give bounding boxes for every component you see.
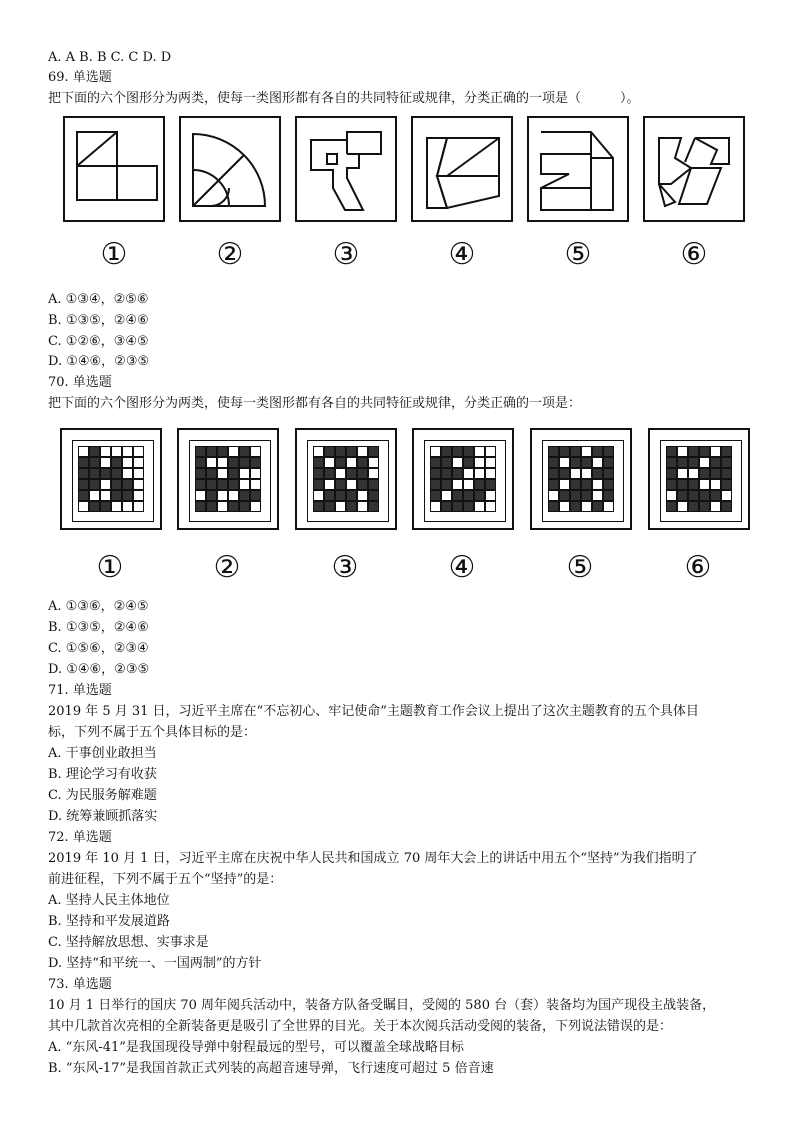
grid-cell (112, 447, 122, 457)
q72-option-c[interactable]: C. 坚持解放思想、实事求是 (48, 935, 209, 950)
grid-cell (464, 447, 474, 457)
grid-cell (325, 469, 335, 479)
grid-cell (475, 458, 485, 468)
q70-label-3: ③ (331, 550, 359, 585)
grid-cell (101, 480, 111, 490)
grid-cell (229, 480, 239, 490)
q70-label-5: ⑤ (566, 550, 594, 585)
grid-cell (358, 480, 368, 490)
grid-cell (229, 491, 239, 501)
q71-header: 71. 单选题 (48, 683, 112, 698)
grid-cell (314, 480, 324, 490)
grid-cell (196, 502, 206, 512)
q69-figure-6 (643, 116, 745, 222)
grid-cell (486, 480, 496, 490)
grid-cell (196, 469, 206, 479)
q70-figure-3 (295, 428, 397, 530)
grid-cell (240, 458, 250, 468)
grid-cell (604, 491, 614, 501)
q69-stem: 把下面的六个图形分为两类，使每一类图形都有各自的共同特征或规律，分类正确的一项是（ ）。 (48, 91, 640, 106)
q70-option-d[interactable]: D. ①④⑥，②③⑤ (48, 662, 150, 677)
grid-cell (604, 502, 614, 512)
q69-option-d[interactable]: D. ①④⑥，②③⑤ (48, 354, 150, 369)
grid-cell (218, 480, 228, 490)
grid-cell (369, 447, 379, 457)
q70-figure-grid (666, 446, 732, 512)
grid-cell (711, 458, 721, 468)
grid-cell (251, 480, 261, 490)
q70-label-1: ① (96, 550, 124, 585)
grid-cell (134, 469, 144, 479)
q69-label-6: ⑥ (680, 237, 708, 272)
q72-option-a[interactable]: A. 坚持人民主体地位 (48, 893, 170, 908)
q69-figure-3 (295, 116, 397, 222)
grid-cell (700, 480, 710, 490)
grid-cell (442, 469, 452, 479)
grid-cell (79, 458, 89, 468)
grid-cell (336, 491, 346, 501)
grid-cell (475, 447, 485, 457)
q69-option-a[interactable]: A. ①③④，②⑤⑥ (48, 292, 149, 307)
q71-stem-line-1: 2019 年 5 月 31 日，习近平主席在“不忘初心、牢记使命”主题教育工作会议上提出了这次主题教育的五个具体目 (48, 704, 699, 719)
grid-cell (549, 447, 559, 457)
q70-figure-grid (548, 446, 614, 512)
q69-option-c[interactable]: C. ①②⑥，③④⑤ (48, 334, 149, 349)
q70-figure-4 (412, 428, 514, 530)
grid-cell (475, 480, 485, 490)
grid-cell (240, 502, 250, 512)
q70-figure-grid (195, 446, 261, 512)
q70-figure-2 (177, 428, 279, 530)
grid-cell (442, 491, 452, 501)
grid-cell (464, 480, 474, 490)
grid-cell (722, 447, 732, 457)
grid-cell (325, 447, 335, 457)
grid-cell (560, 491, 570, 501)
q69-header: 69. 单选题 (48, 70, 112, 85)
grid-cell (700, 502, 710, 512)
grid-cell (218, 447, 228, 457)
grid-cell (678, 502, 688, 512)
q70-option-a[interactable]: A. ①③⑥，②④⑤ (48, 599, 149, 614)
q71-option-d[interactable]: D. 统筹兼顾抓落实 (48, 809, 158, 824)
q70-figure-6 (648, 428, 750, 530)
q70-label-2: ② (213, 550, 241, 585)
grid-cell (240, 447, 250, 457)
grid-cell (442, 458, 452, 468)
grid-cell (240, 491, 250, 501)
grid-cell (134, 458, 144, 468)
grid-cell (571, 458, 581, 468)
grid-cell (314, 491, 324, 501)
grid-cell (667, 491, 677, 501)
grid-cell (336, 480, 346, 490)
q71-stem-line-2: 标，下列不属于五个具体目标的是： (48, 725, 257, 740)
grid-cell (442, 502, 452, 512)
grid-cell (347, 502, 357, 512)
grid-cell (90, 502, 100, 512)
grid-cell (196, 447, 206, 457)
grid-cell (369, 458, 379, 468)
grid-cell (667, 447, 677, 457)
grid-cell (475, 502, 485, 512)
grid-cell (196, 458, 206, 468)
grid-cell (549, 458, 559, 468)
grid-cell (431, 447, 441, 457)
grid-cell (90, 469, 100, 479)
q70-figure-grid (78, 446, 144, 512)
grid-cell (582, 447, 592, 457)
grid-cell (560, 447, 570, 457)
grid-cell (722, 502, 732, 512)
grid-cell (369, 480, 379, 490)
grid-cell (667, 458, 677, 468)
grid-cell (90, 480, 100, 490)
grid-cell (251, 491, 261, 501)
grid-cell (347, 469, 357, 479)
grid-cell (464, 491, 474, 501)
grid-cell (604, 480, 614, 490)
grid-cell (486, 502, 496, 512)
grid-cell (593, 458, 603, 468)
grid-cell (347, 458, 357, 468)
grid-cell (431, 469, 441, 479)
grid-cell (582, 502, 592, 512)
grid-cell (486, 447, 496, 457)
grid-cell (582, 469, 592, 479)
grid-cell (582, 480, 592, 490)
grid-cell (207, 491, 217, 501)
q73-option-a[interactable]: A. “东风-41”是我国现役导弹中射程最远的型号，可以覆盖全球战略目标 (48, 1040, 464, 1055)
grid-cell (571, 491, 581, 501)
grid-cell (560, 480, 570, 490)
grid-cell (123, 480, 133, 490)
grid-cell (196, 491, 206, 501)
q72-option-b[interactable]: B. 坚持和平发展道路 (48, 914, 170, 929)
grid-cell (358, 502, 368, 512)
grid-cell (79, 491, 89, 501)
grid-cell (207, 469, 217, 479)
q71-option-c[interactable]: C. 为民服务解难题 (48, 788, 157, 803)
grid-cell (358, 458, 368, 468)
grid-cell (134, 447, 144, 457)
grid-cell (486, 469, 496, 479)
grid-cell (689, 491, 699, 501)
grid-cell (453, 491, 463, 501)
grid-cell (689, 469, 699, 479)
grid-cell (101, 502, 111, 512)
grid-cell (453, 502, 463, 512)
q73-stem-line-1: 10 月 1 日举行的国庆 70 周年阅兵活动中，装备方队备受瞩目，受阅的 580 台（套）装备均为国产现役主战装备， (48, 998, 716, 1013)
grid-cell (464, 469, 474, 479)
grid-cell (560, 458, 570, 468)
q70-label-4: ④ (448, 550, 476, 585)
grid-cell (689, 447, 699, 457)
grid-cell (442, 447, 452, 457)
grid-cell (229, 447, 239, 457)
grid-cell (560, 469, 570, 479)
grid-cell (112, 469, 122, 479)
grid-cell (90, 447, 100, 457)
q69-figure-5 (527, 116, 629, 222)
grid-cell (464, 458, 474, 468)
grid-cell (347, 480, 357, 490)
grid-cell (123, 491, 133, 501)
grid-cell (571, 502, 581, 512)
grid-cell (229, 458, 239, 468)
grid-cell (207, 502, 217, 512)
grid-cell (207, 447, 217, 457)
grid-cell (453, 469, 463, 479)
grid-cell (347, 447, 357, 457)
grid-cell (689, 480, 699, 490)
grid-cell (582, 491, 592, 501)
grid-cell (711, 447, 721, 457)
grid-cell (604, 469, 614, 479)
grid-cell (325, 480, 335, 490)
grid-cell (369, 502, 379, 512)
grid-cell (678, 491, 688, 501)
grid-cell (251, 502, 261, 512)
grid-cell (240, 469, 250, 479)
grid-cell (604, 447, 614, 457)
grid-cell (101, 458, 111, 468)
grid-cell (549, 469, 559, 479)
grid-cell (314, 458, 324, 468)
grid-cell (347, 491, 357, 501)
grid-cell (678, 447, 688, 457)
grid-cell (486, 458, 496, 468)
grid-cell (582, 458, 592, 468)
grid-cell (593, 447, 603, 457)
grid-cell (722, 458, 732, 468)
q72-header: 72. 单选题 (48, 830, 112, 845)
grid-cell (571, 480, 581, 490)
grid-cell (711, 502, 721, 512)
grid-cell (196, 480, 206, 490)
grid-cell (251, 469, 261, 479)
q69-label-2: ② (216, 237, 244, 272)
grid-cell (112, 491, 122, 501)
grid-cell (549, 502, 559, 512)
grid-cell (700, 491, 710, 501)
grid-cell (134, 502, 144, 512)
grid-cell (549, 480, 559, 490)
q69-label-1: ① (100, 237, 128, 272)
grid-cell (667, 469, 677, 479)
grid-cell (431, 502, 441, 512)
grid-cell (711, 491, 721, 501)
grid-cell (464, 502, 474, 512)
grid-cell (336, 469, 346, 479)
q71-option-a[interactable]: A. 干事创业敢担当 (48, 746, 157, 761)
grid-cell (678, 469, 688, 479)
grid-cell (79, 447, 89, 457)
q70-option-b[interactable]: B. ①③⑤，②④⑥ (48, 620, 149, 635)
grid-cell (314, 502, 324, 512)
grid-cell (218, 502, 228, 512)
grid-cell (358, 469, 368, 479)
grid-cell (325, 458, 335, 468)
grid-cell (79, 502, 89, 512)
q72-stem-line-2: 前进征程，下列不属于五个“坚持”的是： (48, 872, 283, 887)
grid-cell (431, 458, 441, 468)
grid-cell (336, 502, 346, 512)
grid-cell (667, 480, 677, 490)
grid-cell (358, 491, 368, 501)
grid-cell (314, 447, 324, 457)
q69-option-b[interactable]: B. ①③⑤，②④⑥ (48, 313, 149, 328)
grid-cell (678, 480, 688, 490)
grid-cell (325, 491, 335, 501)
grid-cell (475, 469, 485, 479)
grid-cell (218, 491, 228, 501)
q69-figure-1 (63, 116, 165, 222)
q70-figure-1 (60, 428, 162, 530)
grid-cell (431, 480, 441, 490)
q73-stem-line-2: 其中几款首次亮相的全新装备更是吸引了全世界的目光。关于本次阅兵活动受阅的装备，下列说法错误的是： (48, 1019, 673, 1034)
grid-cell (123, 447, 133, 457)
grid-cell (689, 502, 699, 512)
grid-cell (593, 480, 603, 490)
grid-cell (369, 469, 379, 479)
grid-cell (700, 458, 710, 468)
grid-cell (431, 491, 441, 501)
grid-cell (218, 458, 228, 468)
grid-cell (229, 469, 239, 479)
grid-cell (486, 491, 496, 501)
grid-cell (251, 458, 261, 468)
grid-cell (678, 458, 688, 468)
grid-cell (722, 480, 732, 490)
q70-option-c[interactable]: C. ①⑤⑥，②③④ (48, 641, 149, 656)
grid-cell (593, 502, 603, 512)
grid-cell (700, 447, 710, 457)
q69-figure-4 (411, 116, 513, 222)
grid-cell (101, 491, 111, 501)
grid-cell (90, 491, 100, 501)
q69-figure-2 (179, 116, 281, 222)
q70-label-6: ⑥ (684, 550, 712, 585)
q71-option-b[interactable]: B. 理论学习有收获 (48, 767, 157, 782)
grid-cell (689, 458, 699, 468)
grid-cell (207, 480, 217, 490)
grid-cell (711, 480, 721, 490)
grid-cell (112, 480, 122, 490)
q70-figure-grid (313, 446, 379, 512)
grid-cell (358, 447, 368, 457)
grid-cell (101, 447, 111, 457)
grid-cell (79, 469, 89, 479)
q68-answer-options: A. A B. B C. C D. D (48, 50, 172, 65)
grid-cell (123, 458, 133, 468)
grid-cell (134, 480, 144, 490)
grid-cell (123, 469, 133, 479)
grid-cell (722, 491, 732, 501)
grid-cell (593, 469, 603, 479)
grid-cell (229, 502, 239, 512)
grid-cell (240, 480, 250, 490)
grid-cell (79, 480, 89, 490)
grid-cell (442, 480, 452, 490)
grid-cell (560, 502, 570, 512)
grid-cell (711, 469, 721, 479)
grid-cell (336, 458, 346, 468)
grid-cell (123, 502, 133, 512)
grid-cell (251, 447, 261, 457)
q69-label-4: ④ (448, 237, 476, 272)
q70-stem: 把下面的六个图形分为两类，使每一类图形都有各自的共同特征或规律，分类正确的一项是： (48, 396, 582, 411)
q70-figure-grid (430, 446, 496, 512)
q73-header: 73. 单选题 (48, 977, 112, 992)
grid-cell (369, 491, 379, 501)
q70-figure-5 (530, 428, 632, 530)
grid-cell (722, 469, 732, 479)
q72-option-d[interactable]: D. 坚持“和平统一、一国两制”的方针 (48, 956, 262, 971)
grid-cell (453, 480, 463, 490)
grid-cell (475, 491, 485, 501)
grid-cell (700, 469, 710, 479)
grid-cell (336, 447, 346, 457)
grid-cell (112, 458, 122, 468)
q70-header: 70. 单选题 (48, 375, 112, 390)
grid-cell (207, 458, 217, 468)
grid-cell (667, 502, 677, 512)
grid-cell (593, 491, 603, 501)
grid-cell (549, 491, 559, 501)
grid-cell (453, 458, 463, 468)
grid-cell (571, 469, 581, 479)
grid-cell (604, 458, 614, 468)
q69-label-3: ③ (332, 237, 360, 272)
q72-stem-line-1: 2019 年 10 月 1 日，习近平主席在庆祝中华人民共和国成立 70 周年大会上的讲话中用五个“坚持”为我们指明了 (48, 851, 698, 866)
grid-cell (101, 469, 111, 479)
grid-cell (112, 502, 122, 512)
grid-cell (571, 447, 581, 457)
grid-cell (453, 447, 463, 457)
q73-option-b[interactable]: B. “东风-17”是我国首款正式列装的高超音速导弹，飞行速度可超过 5 倍音速 (48, 1061, 494, 1076)
grid-cell (218, 469, 228, 479)
grid-cell (134, 491, 144, 501)
grid-cell (325, 502, 335, 512)
grid-cell (314, 469, 324, 479)
q69-label-5: ⑤ (564, 237, 592, 272)
grid-cell (90, 458, 100, 468)
